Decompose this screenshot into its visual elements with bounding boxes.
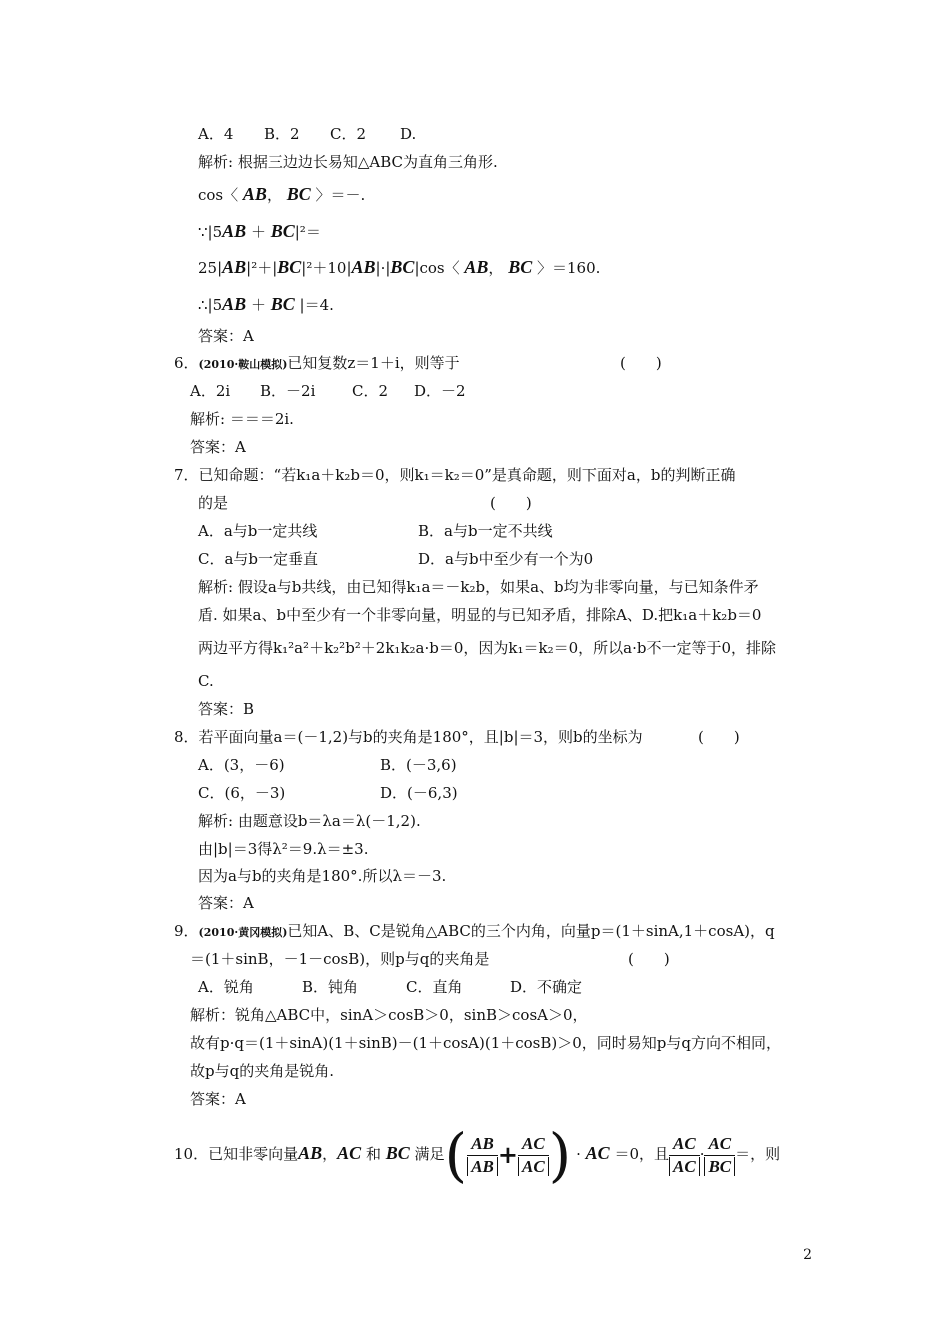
q9-answer: 答案：A [190, 1090, 246, 1108]
q7-option-a: A．a与b一定共线 [198, 522, 318, 540]
q9-option-d: D．不确定 [510, 978, 583, 996]
q9-option-c: C．直角 [406, 978, 463, 996]
left-paren: ( [444, 1121, 468, 1189]
q7-option-b: B．a与b一定不共线 [418, 522, 553, 540]
vector-ab: AB [298, 1143, 323, 1163]
text: ， [322, 1145, 338, 1163]
vector-ab: AB [222, 294, 247, 314]
q8-option-c: C．(6，－3) [198, 784, 286, 802]
text: 〉＝160. [537, 259, 601, 277]
q8-analysis-line2: 由|b|＝3得λ²＝9.λ＝±3. [198, 840, 369, 858]
q5-options [198, 124, 416, 144]
text: 和 [365, 1145, 381, 1163]
question-number: 7． [174, 466, 199, 484]
text: |²＝ [294, 223, 321, 241]
text: 〉＝－. [315, 186, 366, 204]
question-number: 10． [174, 1145, 209, 1163]
q5-option-c: C．2 [330, 125, 367, 143]
q7-answer: 答案：B [198, 700, 255, 718]
text: 满足 [414, 1145, 445, 1163]
q9-analysis-line2: 故有p·q＝(1＋sinA)(1＋sinB)－(1＋cosA)(1＋cosB)＞0，同时易知p与q方向不相同， [190, 1034, 781, 1052]
q6-option-d: D．－2 [414, 382, 466, 400]
abs-ac: AC [518, 1157, 549, 1176]
text: ， [488, 259, 504, 277]
q7-option-c: C．a与b一定垂直 [198, 550, 319, 568]
denominator [467, 1155, 498, 1178]
q7-analysis-line3: 两边平方得k₁²a²＋k₂²b²＋2k₁k₂a·b＝0，因为k₁＝k₂＝0，所以a·b不一定等于0，排除 [198, 639, 777, 657]
q7-analysis-line1: 解析: 假设a与b共线，由已知得k₁a＝－k₂b，如果a、b均为非零向量，与已知条件矛 [198, 578, 759, 596]
text: |·| [375, 259, 391, 277]
q9-stem-line1 [174, 921, 775, 943]
denominator [669, 1155, 700, 1178]
vector-bc: BC [390, 257, 415, 277]
q8-option-d: D．(－6,3) [380, 784, 458, 802]
question-text: 已知命题：“若k₁a＋k₂b＝0，则k₁＝k₂＝0”是真命题，则下面对a，b的判断正确 [198, 466, 736, 484]
q9-stem-line2: ＝(1＋sinB，－1－cosB)，则p与q的夹角是 [190, 950, 490, 968]
q6-analysis: 解析: ＝＝＝2i. [190, 410, 294, 428]
text: ＝0，且 [614, 1145, 669, 1163]
vector-ab: AB [242, 184, 267, 204]
q5-option-d: D. [400, 125, 417, 143]
q9-option-a: A．锐角 [198, 978, 254, 996]
question-source: (2010·鞍山模拟) [198, 358, 288, 371]
numerator: AC [521, 1133, 545, 1153]
vector-bc: BC [286, 184, 311, 204]
denominator [704, 1155, 735, 1178]
q7-analysis-line4: C. [198, 672, 214, 690]
question-source: (2010·黄冈模拟) [198, 926, 288, 939]
vector-ac: AC [337, 1143, 362, 1163]
question-number: 8． [174, 728, 199, 746]
right-paren: ) [548, 1121, 572, 1189]
question-text: 已知A、B、C是锐角△ABC的三个内角，向量p＝(1＋sinA,1＋cosA)，q [287, 922, 775, 940]
page-number: 2 [803, 1247, 812, 1263]
question-text: 已知复数z＝1＋i，则等于 [287, 354, 460, 372]
analysis-text: 根据三边边长易知△ABC为直角三角形. [237, 153, 498, 171]
q8-option-a: A．(3，－6) [198, 756, 285, 774]
q5-since-line [198, 221, 321, 242]
vector-bc: BC [385, 1143, 410, 1163]
plus-sign: + [497, 1140, 518, 1169]
fraction-ab-over-abs-ab [467, 1133, 498, 1178]
text: ∵|5 [198, 223, 223, 241]
q6-stem [174, 353, 460, 375]
text: |cos〈 [414, 259, 460, 277]
q5-option-b: B．2 [264, 125, 300, 143]
vector-ab: AB [464, 257, 489, 277]
vector-ab: AB [222, 221, 247, 241]
denominator [518, 1155, 549, 1178]
q6-options [190, 381, 466, 401]
q6-option-c: C．2 [352, 382, 389, 400]
q6-paren: ( ) [620, 354, 662, 372]
q9-analysis-line1: 解析：锐角△ABC中，sinA＞cosB＞0，sinB＞cosA＞0， [190, 1006, 588, 1024]
q7-option-d: D．a与b中至少有一个为0 [418, 550, 594, 568]
q7-paren: ( ) [490, 494, 532, 512]
q6-option-b: B．－2i [260, 382, 316, 400]
q7-stem-line2: 的是 [198, 494, 229, 512]
abs-bc: BC [704, 1157, 735, 1176]
vector-ab: AB [222, 257, 247, 277]
q10-stem [174, 1118, 780, 1188]
numerator: AB [471, 1133, 494, 1153]
vector-ac: AC [585, 1143, 610, 1163]
q9-analysis-line3: 故p与q的夹角是锐角. [190, 1062, 334, 1080]
q9-paren: ( ) [628, 950, 670, 968]
q5-analysis [198, 152, 498, 172]
q7-stem-line1 [174, 465, 735, 485]
fraction-ac-over-abs-ac [669, 1133, 700, 1178]
vector-bc: BC [277, 257, 302, 277]
q7-analysis-line2: 盾. 如果a、b中至少有一个非零向量，明显的与已知矛盾，排除A、D.把k₁a＋k₂b＝0 [198, 606, 762, 624]
q5-answer: 答案：A [198, 327, 254, 345]
text: cos〈 [198, 186, 239, 204]
question-number: 6． [174, 354, 199, 372]
q6-answer: 答案：A [190, 438, 246, 456]
vector-bc: BC [270, 221, 295, 241]
vector-bc: BC [270, 294, 295, 314]
q8-analysis-line3: 因为a与b的夹角是180°.所以λ＝－3. [198, 867, 447, 885]
question-text: 若平面向量a＝(－1,2)与b的夹角是180°，且|b|＝3，则b的坐标为 [198, 728, 643, 746]
q8-answer: 答案：A [198, 894, 254, 912]
text: |＝4. [299, 296, 334, 314]
q6-option-a: A．2i [190, 382, 231, 400]
text: ＋ [250, 223, 266, 241]
analysis-label: 解析: [198, 153, 234, 171]
text: |²＋10| [301, 259, 352, 277]
dot: · [699, 1145, 705, 1163]
question-number: 9． [174, 922, 199, 940]
fraction-ac-over-abs-bc [704, 1133, 735, 1178]
q5-expand-line [198, 257, 600, 278]
question-text: 已知非零向量 [208, 1145, 299, 1163]
dot: · [576, 1145, 581, 1163]
q5-therefore-line [198, 294, 334, 315]
text: ， [266, 186, 282, 204]
q8-analysis-line1: 解析: 由题意设b＝λa＝λ(－1,2). [198, 812, 421, 830]
text: ＝，则 [735, 1145, 781, 1163]
q5-option-a: A．4 [198, 125, 234, 143]
text: |²＋| [246, 259, 278, 277]
abs-ab: AB [467, 1157, 498, 1176]
vector-bc: BC [508, 257, 533, 277]
q9-option-b: B．钝角 [302, 978, 359, 996]
q8-stem [174, 727, 643, 747]
abs-ac: AC [669, 1157, 700, 1176]
fraction-ac-over-abs-ac [518, 1133, 549, 1178]
text: ＋ [250, 296, 266, 314]
q8-option-b: B．(－3,6) [380, 756, 457, 774]
text: 25| [198, 259, 223, 277]
q9-options [198, 977, 582, 997]
text: ∴|5 [198, 296, 223, 314]
q8-paren: ( ) [698, 728, 740, 746]
numerator: AC [673, 1133, 696, 1153]
vector-ab: AB [351, 257, 376, 277]
numerator: AC [708, 1133, 732, 1153]
q5-cos-line [198, 184, 365, 205]
